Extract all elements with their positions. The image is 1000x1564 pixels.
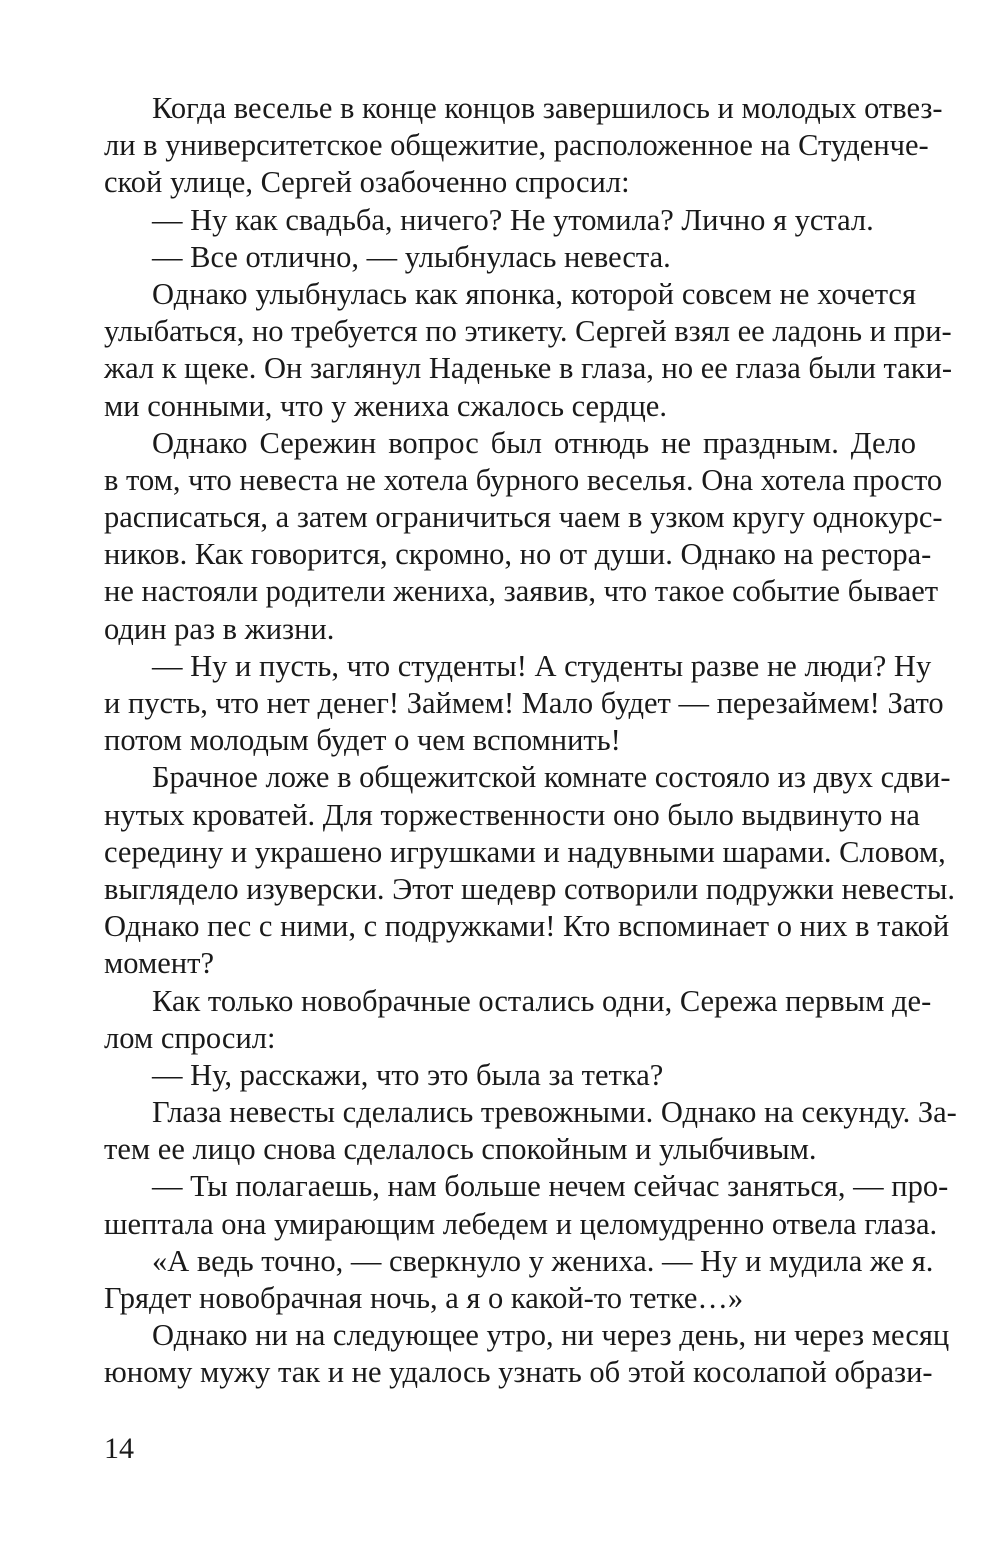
text-line: середину и украшено игрушками и надувными шарами. Словом, <box>104 834 946 869</box>
text-line: Глаза невесты сделались тревожными. Однако на секунду. За- <box>152 1095 957 1130</box>
text-line: не настояли родители жениха, заявив, что такое событие бывает <box>104 574 939 609</box>
text-line: лом спросил: <box>104 1020 276 1055</box>
text-line: юному мужу так и не удалось узнать об этой косолапой образи- <box>104 1355 933 1390</box>
text-line: ников. Как говорится, скромно, но от души. Однако на рестора- <box>104 537 932 572</box>
text-line: жал к щеке. Он заглянул Наденьке в глаза, но ее глаза были таки- <box>104 351 953 386</box>
text-line: Однако Сережин вопрос был отнюдь не праздным. Дело <box>152 425 916 460</box>
text-line: улыбаться, но требуется по этикету. Сергей взял ее ладонь и при- <box>104 314 952 349</box>
text-line: выглядело изуверски. Этот шедевр сотворили подружки невесты. <box>104 871 955 906</box>
paragraph <box>104 1243 934 1317</box>
paragraph <box>104 1317 950 1391</box>
paragraph <box>104 983 932 1057</box>
page-number: 14 <box>104 1432 134 1465</box>
text-line: «А ведь точно, — сверкнуло у жениха. — Ну и мудила же я. <box>152 1243 934 1278</box>
paragraph <box>104 425 943 648</box>
paragraph <box>104 239 916 276</box>
text-line: потом молодым будет о чем вспомнить! <box>104 723 621 758</box>
text-line: нутых кроватей. Для торжественности оно было выдвинуто на <box>104 797 920 832</box>
text-line: тем ее лицо снова сделалось спокойным и улыбчивым. <box>104 1132 817 1167</box>
text-line: — Ну и пусть, что студенты! А студенты разве не люди? Ну <box>152 648 932 683</box>
text-line: в том, что невеста не хотела бурного веселья. Она хотела просто <box>104 462 943 497</box>
paragraph <box>104 1094 957 1168</box>
paragraph <box>104 90 943 202</box>
text-line: расписаться, а затем ограничиться чаем в узком кругу однокурс- <box>104 500 943 535</box>
text-line: ской улице, Сергей озабоченно спросил: <box>104 165 630 200</box>
text-line: — Ну как свадьба, ничего? Не утомила? Лично я устал. <box>152 202 874 237</box>
paragraph <box>104 1057 916 1094</box>
text-line: и пусть, что нет денег! Займем! Мало будет — перезаймем! Зато <box>104 686 944 720</box>
text-line: Как только новобрачные остались одни, Сережа первым де- <box>152 983 932 1018</box>
text-line: шептала она умирающим лебедем и целомудренно отвела глаза. <box>104 1206 938 1241</box>
text-line: ми сонными, что у жениха сжалось сердце. <box>104 388 667 423</box>
paragraph <box>104 759 955 982</box>
paragraph <box>104 648 944 760</box>
text-line: — Все отлично, — улыбнулась невеста. <box>152 239 671 274</box>
paragraph <box>104 276 953 425</box>
text-line: Однако улыбнулась как японка, которой совсем не хочется <box>152 276 916 311</box>
paragraph <box>104 202 916 239</box>
text-line: ли в университетское общежитие, расположенное на Студенче- <box>104 128 929 163</box>
text-line: Грядет новобрачная ночь, а я о какой-то тетке…» <box>104 1281 744 1315</box>
text-line: один раз в жизни. <box>104 611 335 646</box>
text-line: Брачное ложе в общежитской комнате состояло из двух сдви- <box>152 760 951 795</box>
text-line: Когда веселье в конце концов завершилось и молодых отвез- <box>152 91 943 125</box>
page-body <box>104 90 957 1392</box>
text-line: — Ты полагаешь, нам больше нечем сейчас заняться, — про- <box>152 1169 949 1204</box>
text-line: Однако пес с ними, с подружками! Кто вспоминает о них в такой <box>104 909 950 944</box>
paragraph <box>104 1168 949 1242</box>
text-line: момент? <box>104 946 214 981</box>
text-line: — Ну, расскажи, что это была за тетка? <box>152 1057 664 1092</box>
text-line: Однако ни на следующее утро, ни через день, ни через месяц <box>152 1318 950 1353</box>
